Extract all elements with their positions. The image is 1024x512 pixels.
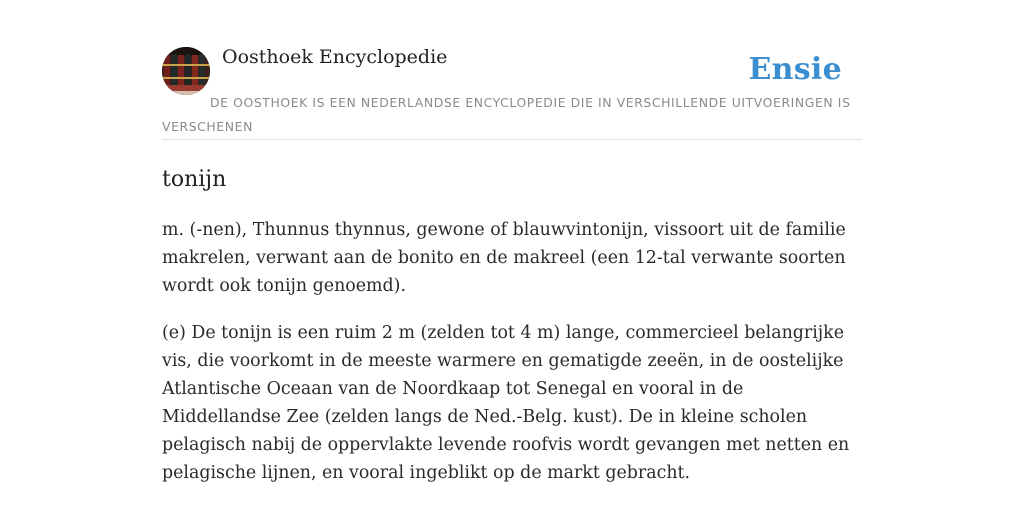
article (162, 160, 862, 506)
site-title[interactable]: Oosthoek Encyclopedie (222, 46, 448, 68)
article-paragraph: m. (-nen), Thunnus thynnus, gewone of blauwvintonijn, vissoort uit de familie makrelen, verwant aan de bonito en de makreel (een 12-tal verwante soorten wordt ook tonijn genoemd). (162, 220, 846, 296)
entry-title: tonijn (162, 167, 227, 192)
encyclopedia-books-icon[interactable] (162, 47, 210, 95)
article-paragraph: (e) De tonijn is een ruim 2 m (zelden tot 4 m) lange, commercieel belangrijke vis, die voorkomt in de meeste warmere en gematigde zeeën, in de oostelijke Atlantische Oceaan van de Noordkaap tot Senegal en vooral in de Middellandse Zee (zelden langs de Ned.-Belg. kust). De in kleine scholen pelagisch nabij de oppervlakte levende roofvis wordt gevangen met netten en pelagische lijnen, en vooral ingeblikt op de markt gebracht. (162, 323, 850, 483)
page (162, 0, 862, 512)
site-tagline: DE OOSTHOEK IS EEN NEDERLANDSE ENCYCLOPEDIE DIE IN VERSCHILLENDE UITVOERINGEN IS VERSCHENEN (162, 95, 851, 134)
brand-logo[interactable]: Ensie (748, 52, 842, 87)
site-header (162, 0, 862, 140)
